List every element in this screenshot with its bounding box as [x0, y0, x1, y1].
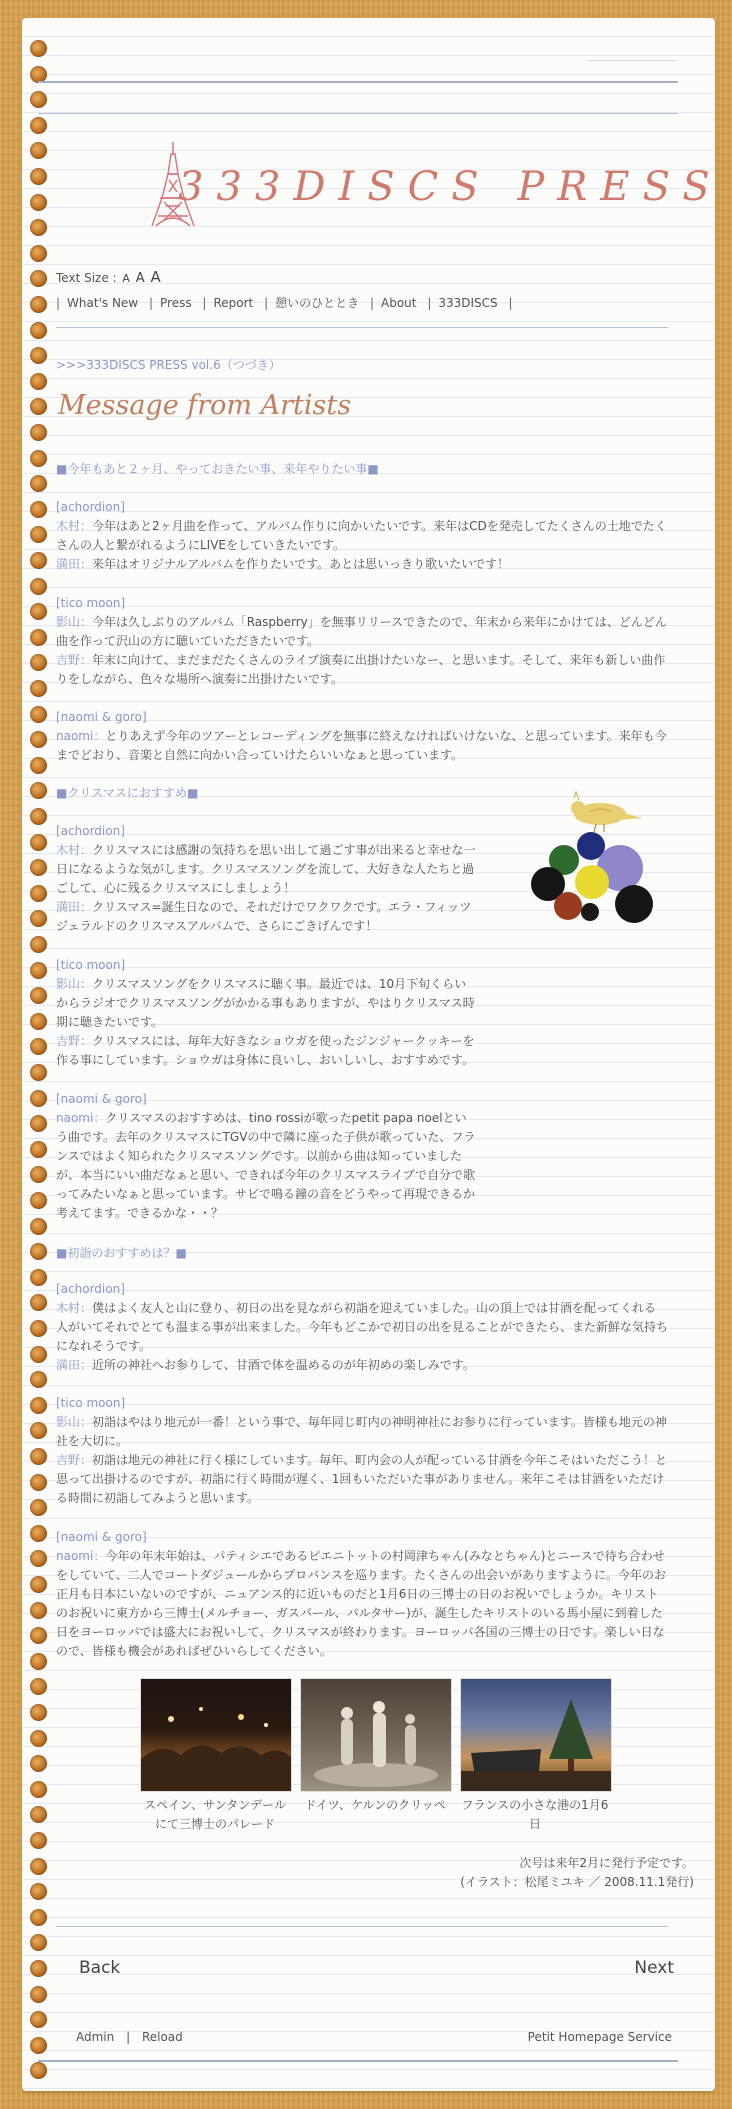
artist-group [56, 594, 668, 689]
binder-ring-icon [30, 1064, 47, 1081]
text-size-label: Text Size : [56, 271, 117, 285]
group-name: [naomi & goro] [56, 1530, 147, 1544]
nav-press[interactable]: Press [160, 296, 192, 310]
harbor-tree-image [461, 1679, 611, 1791]
speaker-text: 年末に向けて、まだまだたくさんのライブ演奏に出掛けたいなー、と思います。そして、来年も新しい曲作りをしながら、色々な場所へ演奏に出掛けたいです。 [56, 653, 666, 686]
binder-ring-icon [30, 1422, 47, 1439]
text-size-small[interactable]: A [122, 272, 130, 285]
binder-ring-icon [30, 1474, 47, 1491]
binder-ring-icon [30, 1346, 47, 1363]
text-size-medium[interactable]: A [135, 271, 145, 286]
speaker-name: naomi： [56, 1549, 106, 1563]
section-heading: Message from Artists [58, 390, 352, 421]
photo-gallery [140, 1678, 620, 1838]
binder-ring-icon [30, 1704, 47, 1721]
speaker-text: クリスマスには、毎年大好きなショウガを使ったジンジャークッキーを作る事にしています。ショウガは身体に良いし、おいしいし、おすすめです。 [56, 1034, 475, 1067]
binder-ring-icon [30, 1371, 47, 1388]
binder-ring-icon [30, 936, 47, 953]
speaker-name: 影山： [56, 977, 93, 991]
speaker-text: 初詣はやはり地元が一番！という事で、毎年同じ町内の神明神社にお参りに行っています。皆様も地元の神社を大切に。 [56, 1415, 667, 1448]
artist-group [56, 956, 478, 1070]
binder-ring-icon [30, 1499, 47, 1516]
text-size-control [56, 268, 161, 286]
back-link[interactable]: Back [79, 1958, 121, 1978]
artist-group [56, 1280, 668, 1375]
speaker-name: 満田： [56, 557, 93, 571]
section-title: ■クリスマスにおすすめ■ [56, 786, 199, 800]
binder-ring-icon [30, 1934, 47, 1951]
binder-ring-icon [30, 501, 47, 518]
binder-ring-icon [30, 731, 47, 748]
binder-ring-icon [30, 1832, 47, 1849]
artist-group [56, 708, 668, 765]
nav-333discs[interactable]: 333DISCS [438, 296, 498, 310]
petit-homepage-link[interactable]: Petit Homepage Service [527, 2030, 672, 2044]
group-name: [achordion] [56, 824, 125, 838]
binder-ring-icon [30, 1115, 47, 1132]
speaker-text: 今年は久しぶりのアルバム「Raspberry」を無事リリースできたので、年末から来年にかけては、どんどん曲を作って沢山の方に聴いていただきたいです。 [56, 615, 667, 648]
binder-ring-icon [30, 424, 47, 441]
speaker-name: 木村： [56, 1301, 93, 1315]
binder-ring-icon [30, 373, 47, 390]
binder-ring-icon [30, 1960, 47, 1977]
group-name: [naomi & goro] [56, 1092, 147, 1106]
nav-about[interactable]: About [381, 296, 417, 310]
speaker-text: 近所の神社へお参りして、甘酒で体を温めるのが年初めの楽しみです。 [92, 1358, 475, 1372]
binder-ring-icon [30, 1525, 47, 1542]
photo-santander-parade[interactable] [140, 1678, 292, 1792]
binder-ring-icon [30, 654, 47, 671]
speaker-name: 吉野： [56, 1034, 93, 1048]
speaker-name: 影山： [56, 1415, 93, 1429]
footer-admin-links: Admin | Reload [76, 2030, 183, 2044]
binder-ring-icon [30, 526, 47, 543]
footer-rule [38, 2060, 678, 2062]
group-name: [achordion] [56, 500, 125, 514]
content-end-rule [56, 1926, 668, 1927]
issue-title: >>>333DISCS PRESS vol.6（つづき） [56, 358, 281, 372]
photo-caption: ドイツ、ケルンのクリッペ [304, 1798, 446, 1812]
speaker-name: 木村： [56, 519, 93, 533]
binder-ring-icon [30, 450, 47, 467]
binder-ring-icon [30, 1806, 47, 1823]
group-name: [naomi & goro] [56, 710, 147, 724]
speaker-text: 今年はあと2ヶ月曲を作って、アルバム作りに向かいたいです。来年はCDを発売してたくさんの土地でたくさんの人と繋がれるようにLIVEをしていきたいです。 [56, 519, 667, 552]
header-rule-second [38, 113, 678, 114]
artist-group [56, 1394, 668, 1508]
artist-group [56, 498, 668, 574]
binder-ring-icon [30, 322, 47, 339]
group-name: [achordion] [56, 1282, 125, 1296]
reload-link[interactable]: Reload [141, 2030, 183, 2044]
speaker-name: 木村： [56, 843, 93, 857]
artist-group [56, 822, 478, 936]
binder-ring-icon [30, 962, 47, 979]
binder-ring-icon [30, 194, 47, 211]
speaker-name: 影山： [56, 615, 93, 629]
binder-ring-icon [30, 91, 47, 108]
binder-ring-icon [30, 1678, 47, 1695]
binder-ring-icon [30, 1397, 47, 1414]
artist-group [56, 1090, 478, 1223]
binder-ring-icon [30, 782, 47, 799]
binder-ring-icon [30, 834, 47, 851]
binder-ring-icon [30, 219, 47, 236]
photo-cologne-krippe[interactable] [300, 1678, 452, 1792]
binder-ring-icon [30, 859, 47, 876]
binder-ring-icon [30, 1550, 47, 1567]
admin-link[interactable]: Admin [76, 2030, 115, 2044]
binder-ring-icon [30, 1858, 47, 1875]
binder-ring-icon [30, 1141, 47, 1158]
binder-ring-icon [30, 1320, 47, 1337]
nav-report[interactable]: Report [213, 296, 254, 310]
next-issue-note: 次号は来年2月に発行予定です。 [519, 1856, 694, 1870]
binder-ring-icon [30, 1653, 47, 1670]
binder-ring-icon [30, 1909, 47, 1926]
speaker-text: クリスマスソングをクリスマスに聴く事。最近では、10月下旬くらいからラジオでクリスマスソングがかかる事もありますが、やはりクリスマス時期に聴きたいです。 [56, 977, 475, 1029]
main-nav: | What's New | Press | Report | 憩いのひととき | About | 333DISCS | [56, 296, 513, 310]
binder-ring-icon [30, 680, 47, 697]
binder-ring-icon [30, 1448, 47, 1465]
binder-ring-icon [30, 757, 47, 774]
speaker-text: 来年はオリジナルアルバムを作りたいです。あとは思いっきり歌いたいです！ [92, 557, 510, 571]
binder-ring-icon [30, 1218, 47, 1235]
binder-ring-icon [30, 1294, 47, 1311]
binder-ring-icon [30, 142, 47, 159]
header-rule-top [38, 81, 678, 83]
binder-ring-icon [30, 1883, 47, 1900]
binder-ring-icon [30, 1269, 47, 1286]
text-size-large[interactable]: A [150, 268, 161, 286]
binder-ring-icon [30, 117, 47, 134]
binder-ring-icon [30, 1038, 47, 1055]
photo-caption: フランスの小さな港の1月6日 [461, 1798, 609, 1831]
speaker-name: naomi： [56, 1111, 106, 1125]
binder-ring-icon [30, 475, 47, 492]
binder-ring-icon [30, 168, 47, 185]
binder-ring-icon [30, 1166, 47, 1183]
crowd-night-image [141, 1679, 291, 1791]
binder-ring-icon [30, 1090, 47, 1107]
binder-rings [30, 40, 50, 2090]
photo-french-harbor[interactable] [460, 1678, 612, 1792]
christmas-ornaments-illustration [530, 788, 660, 928]
photo-caption: スペイン、サンタンデールにて三博士のパレード [144, 1798, 286, 1831]
binder-ring-icon [30, 603, 47, 620]
binder-ring-icon [30, 2011, 47, 2028]
section-title: ■初詣のおすすめは？■ [56, 1246, 187, 1260]
binder-ring-icon [30, 706, 47, 723]
binder-ring-icon [30, 578, 47, 595]
binder-ring-icon [30, 808, 47, 825]
binder-ring-icon [30, 1576, 47, 1593]
binder-ring-icon [30, 1243, 47, 1260]
next-link[interactable]: Next [634, 1958, 674, 1978]
binder-ring-icon [30, 347, 47, 364]
binder-ring-icon [30, 1602, 47, 1619]
binder-ring-icon [30, 1755, 47, 1772]
group-name: [tico moon] [56, 596, 126, 610]
speaker-text: クリスマスには感謝の気持ちを思い出して過ごす事が出来ると幸せな一日になるような気がします。クリスマスソングを流して、大好きな人たちと過ごして、心に残るクリスマスにしましょう！ [56, 843, 476, 895]
speaker-name: 吉野： [56, 1453, 93, 1467]
binder-ring-icon [30, 1627, 47, 1644]
speaker-name: 満田： [56, 1358, 93, 1372]
binder-ring-icon [30, 629, 47, 646]
artist-group [56, 1528, 668, 1661]
binder-ring-icon [30, 1013, 47, 1030]
speaker-name: naomi： [56, 729, 106, 743]
binder-ring-icon [30, 885, 47, 902]
binder-ring-icon [30, 1192, 47, 1209]
binder-ring-icon [30, 2062, 47, 2079]
nav-whats-new[interactable]: What's New [67, 296, 139, 310]
speaker-text: 初詣は地元の神社に行く様にしています。毎年、町内会の人が配っている甘酒を今年こそはいただこう！と思って出掛けるのですが、初詣に行く時間が遅く、1回もいただいた事がありません。来年こそは甘酒をいただける時間に初詣してみようと思います。 [56, 1453, 668, 1505]
binder-ring-icon [30, 552, 47, 569]
binder-ring-icon [30, 910, 47, 927]
binder-ring-icon [30, 1986, 47, 2003]
logo-text: 333DISCS PRESS [178, 164, 723, 210]
nav-rule [56, 327, 668, 328]
speaker-name: 吉野： [56, 653, 93, 667]
speaker-text: とりあえず今年のツアーとレコーディングを無事に終えなければいけないな、と思っています。来年も今までどおり、音楽と自然に向かい合っていけたらいいなぁと思っています。 [56, 729, 667, 762]
binder-ring-icon [30, 270, 47, 287]
speaker-text: クリスマス=誕生日なので、それだけでワクワクです。エラ・フィッツジェラルドのクリスマスアルバムで、さらにごきげんです！ [56, 900, 472, 933]
binder-ring-icon [30, 245, 47, 262]
speaker-text: 今年の年末年始は、パティシエであるピエニトットの村岡津ちゃん(みなとちゃん)とニースで待ち合わせをしていて、二人でコートダジュールからプロバンスを巡ります。たくさんの出会いがありますように。今年のお正月も日本にいないのですが、ニュアンス的に近いものだと1月6日の三博士の日のお祝いでしょうか。キリストのお祝いに東方から三博士(メルチョー、ガスパール、バルタサー)が、誕生したキリストのいる馬小屋に到着した日をヨーロッパでは盛大にお祝いして、クリスマスが終わります。ヨーロッパ各国の三博士の日です。楽しい日なので、皆様も機会があればぜひいらしてください。 [56, 1549, 666, 1658]
speaker-name: 満田： [56, 900, 93, 914]
illustration-credit: (イラスト：松尾ミユキ ／ 2008.11.1発行) [460, 1875, 694, 1889]
nativity-figures-image [301, 1679, 451, 1791]
binder-ring-icon [30, 296, 47, 313]
nav-ikoi[interactable]: 憩いのひととき [275, 296, 360, 310]
section-title: ■今年もあと２ヶ月、やっておきたい事、来年やりたい事■ [56, 462, 379, 476]
binder-ring-icon [30, 987, 47, 1004]
binder-ring-icon [30, 398, 47, 415]
speaker-text: クリスマスのおすすめは、tino rossiが歌ったpetit papa noelという曲です。去年のクリスマスにTGVの中で隣に座った子供が歌っていた、フランスではよく知られたクリスマスソングです。以前から曲は知っていましたが、本当にいい曲だなぁと思い、できれば今年のクリスマスライブで自分で歌ってみたいなぁと思っています。サビで鳴る鐘の音をどうやって再現できるか考えてます。できるかな・・？ [56, 1111, 476, 1220]
binder-ring-icon [30, 2037, 47, 2054]
group-name: [tico moon] [56, 1396, 126, 1410]
bird-icon [571, 792, 642, 832]
speaker-text: 僕はよく友人と山に登り、初日の出を見ながら初詣を迎えていました。山の頂上では甘酒を配ってくれる人がいてそれでとても温まる事が出来ました。今年もどこかで初日の出を見ることができたら、また新鮮な気持ちになれそうです。 [56, 1301, 669, 1353]
binder-ring-icon [30, 1730, 47, 1747]
group-name: [tico moon] [56, 958, 126, 972]
binder-ring-icon [30, 1781, 47, 1798]
site-logo[interactable] [118, 140, 723, 230]
